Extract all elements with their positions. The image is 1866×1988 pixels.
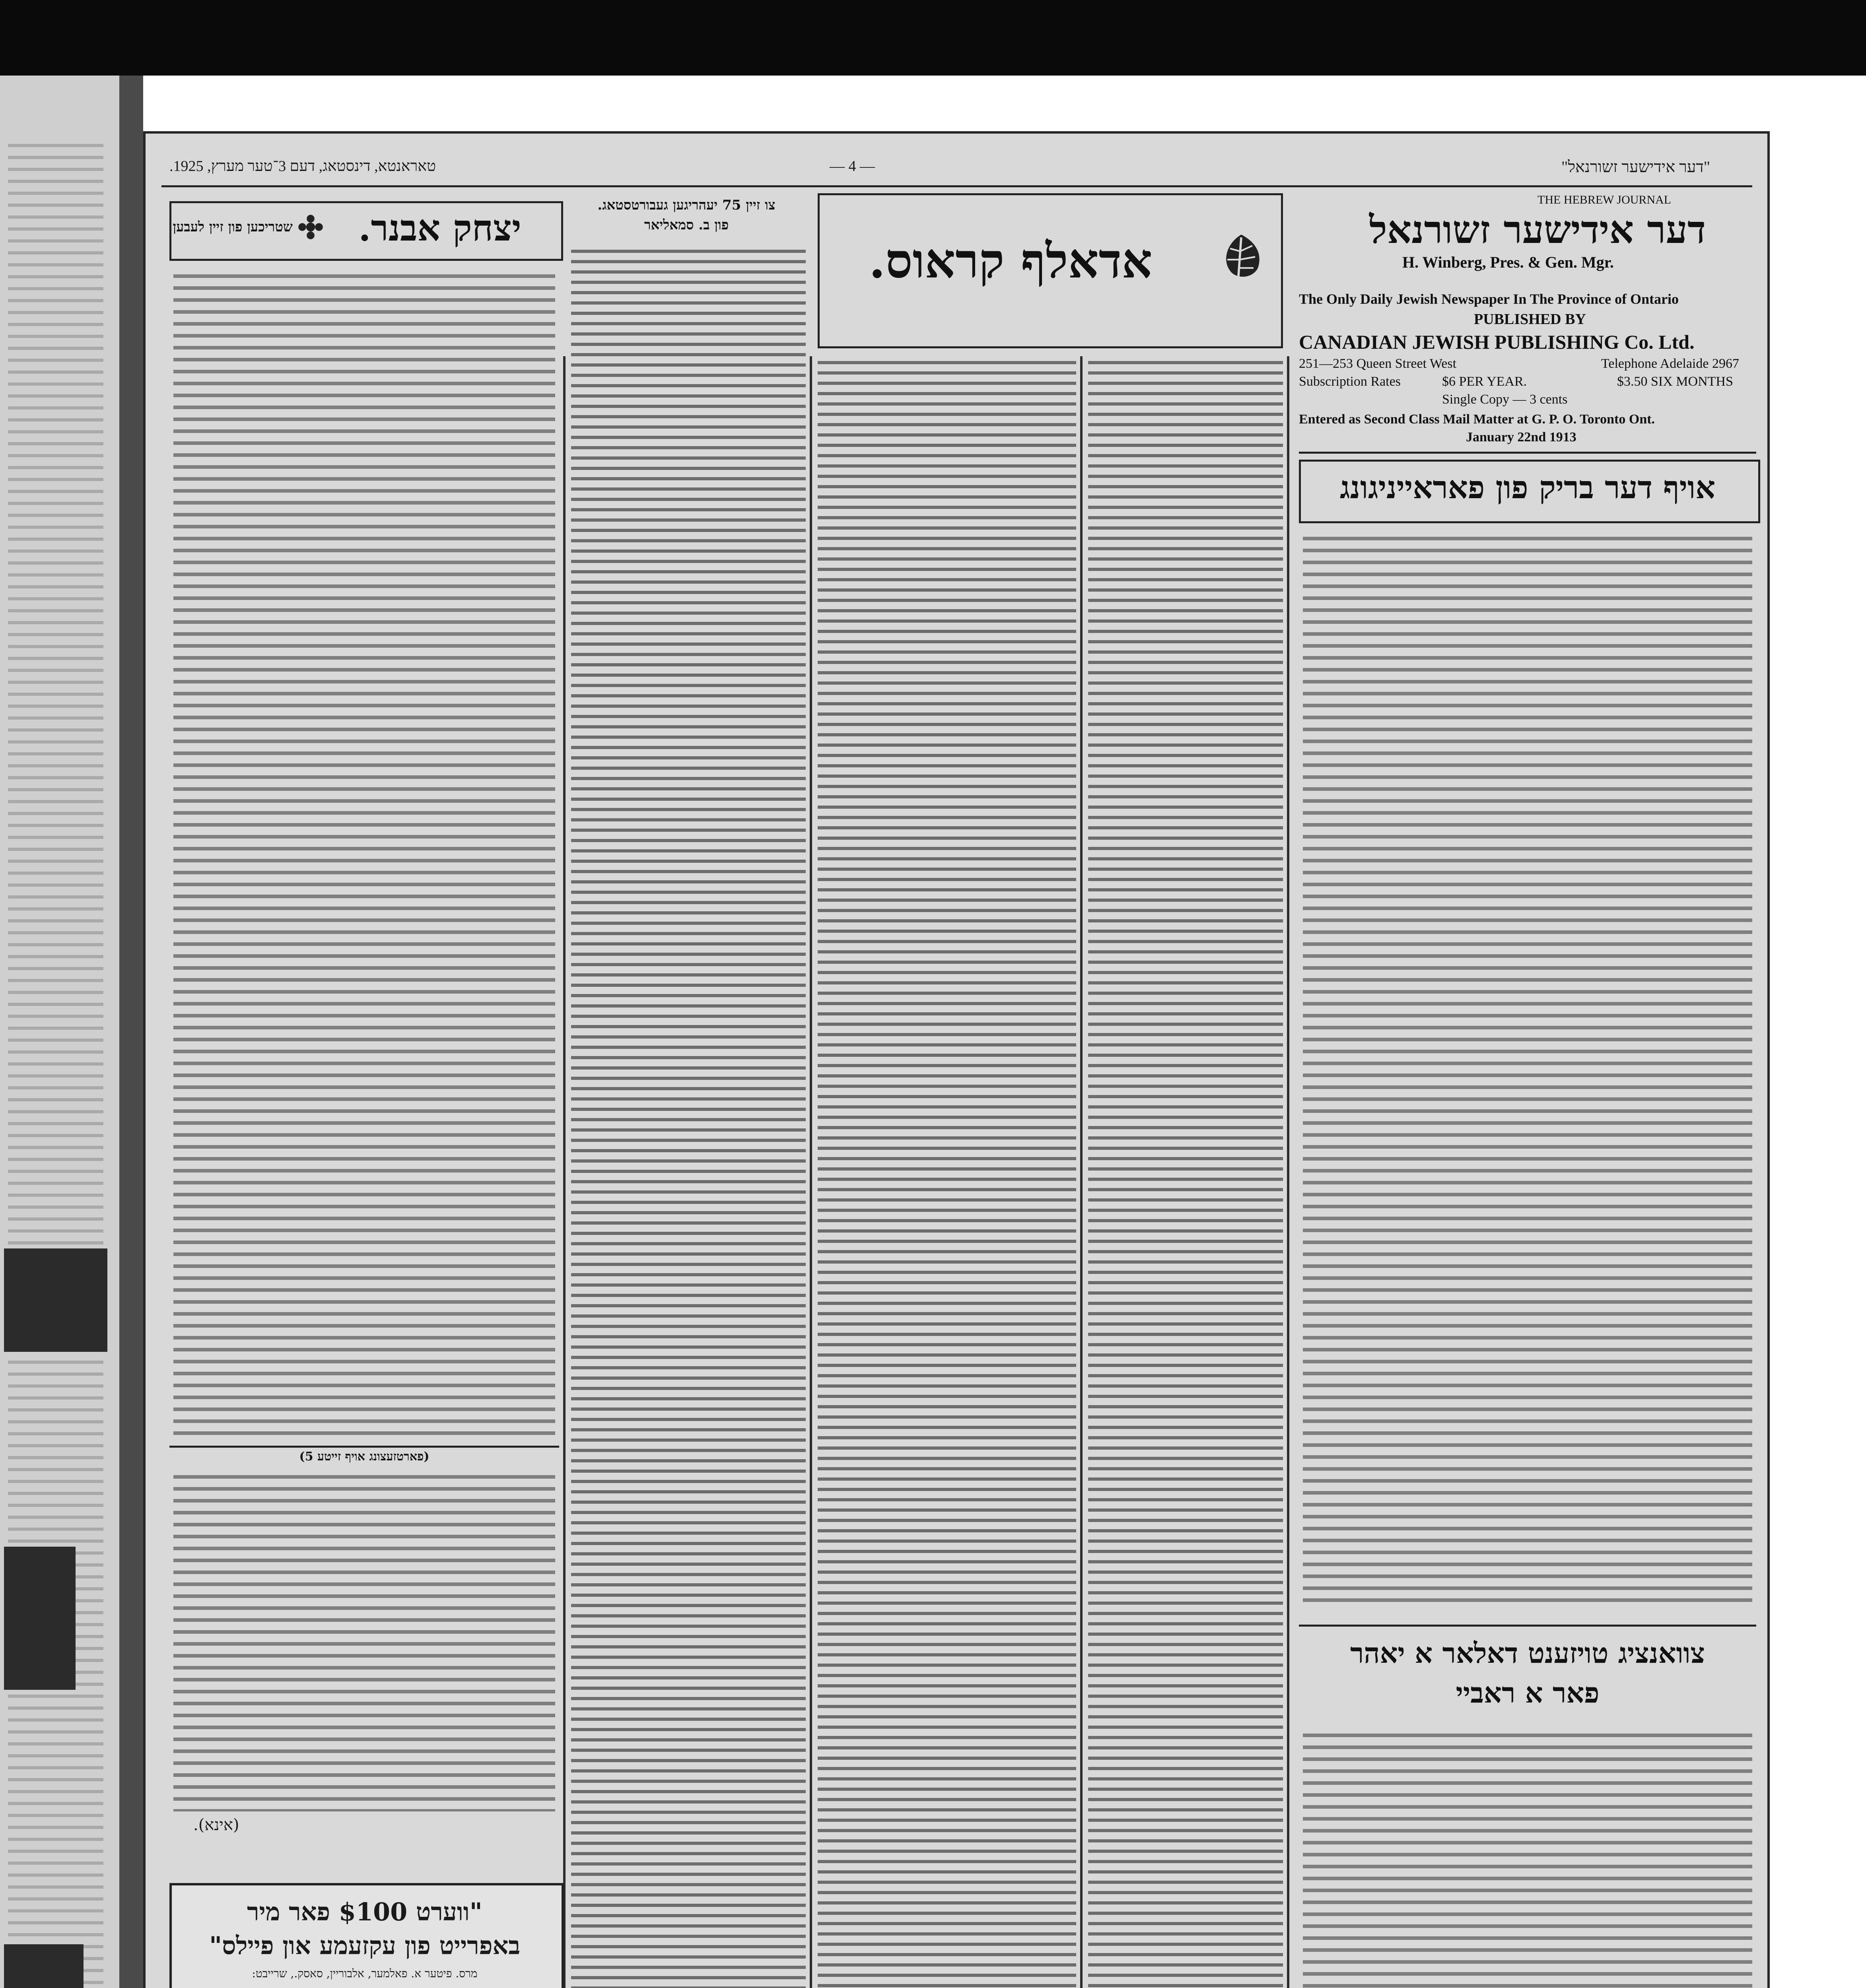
masthead-entered-date: January 22nd 1913: [1466, 430, 1576, 445]
kraus-subhead: צו זיין 75 יעהריגען געבורטסטאג.: [597, 197, 776, 213]
kraus-column-3-text: [571, 245, 806, 1988]
newspaper-page: [143, 131, 1770, 1988]
ad-title-2: באפרייט פון עקזעמע און פיילס": [209, 1931, 521, 1960]
adjacent-ad-image-2: [4, 1944, 84, 1988]
ad-byline: מרס. פיטער א. פאלמער, אלבוריין, סאסק., שרייבט:: [252, 1967, 478, 1980]
dateline: טאראנטא, דינסטאג, דעם 3־טער מערץ, 1925.: [169, 158, 436, 175]
kraus-column-1-text: [818, 356, 1076, 1988]
editorial-body-text: [1303, 531, 1752, 1605]
masthead-address: 251—253 Queen Street West: [1299, 356, 1457, 371]
rabbi-salary-headline-2: פאר א ראביי: [1456, 1676, 1600, 1709]
column-rule: [810, 356, 812, 1988]
column-rule: [1080, 356, 1083, 1988]
masthead-company: CANADIAN JEWISH PUBLISHING Co. Ltd.: [1299, 331, 1695, 353]
header-rule: [161, 185, 1752, 187]
flower-ornament-icon: [297, 213, 325, 241]
ebner-continuation-note: (פארטזעצונג אויף זייטע 5): [299, 1450, 430, 1464]
newspaper-name-header: "דער אידישער זשורנאל": [1561, 158, 1710, 176]
ebner-body-text: [173, 269, 555, 1442]
masthead-per-year: $6 PER YEAR.: [1442, 374, 1527, 389]
masthead-yiddish-title: דער אידישער זשורנאל: [1369, 207, 1706, 252]
adjacent-ad-image: [4, 1547, 76, 1690]
masthead-single-copy: Single Copy — 3 cents: [1442, 392, 1568, 407]
column-rule: [1287, 356, 1289, 1988]
kraus-column-2-text: [1088, 356, 1283, 1988]
ad-title-1: "ווערט $100 פאר מיר: [247, 1897, 482, 1926]
masthead-subscription-label: Subscription Rates: [1299, 374, 1401, 389]
eczema-advertisement: [169, 1883, 564, 1988]
masthead-six-months: $3.50 SIX MONTHS: [1617, 374, 1733, 389]
page-gutter: [119, 76, 143, 1988]
ebner-divider: [169, 1446, 559, 1448]
masthead-rule: [1299, 452, 1756, 454]
column-rule: [563, 356, 566, 1988]
masthead-telephone: Telephone Adelaide 2967: [1601, 356, 1739, 371]
kraus-byline: פון ב. סמאליאר: [644, 217, 729, 233]
ebner-body-text-2: [173, 1470, 555, 1811]
masthead-entered: Entered as Second Class Mail Matter at G. P. O. Toronto Ont.: [1299, 412, 1655, 427]
section-rule: [1299, 1625, 1756, 1627]
masthead-publisher: H. Winberg, Pres. & Gen. Mgr.: [1402, 253, 1614, 271]
adjacent-page-edge: [0, 76, 119, 1988]
right-margin: [1770, 76, 1866, 1988]
rabbi-salary-body-text: [1303, 1728, 1752, 1988]
kraus-headline: אדאלף קראוס.: [869, 233, 1153, 289]
ebner-signature: (אינא).: [193, 1816, 239, 1834]
microfilm-top-edge: [0, 0, 1866, 76]
masthead-tagline: The Only Daily Jewish Newspaper In The Province of Ontario: [1299, 291, 1679, 307]
ebner-headline: יצחק אבנר.: [358, 207, 521, 249]
editorial-headline: אויף דער בריק פון פאראייניגונג: [1339, 470, 1716, 506]
ebner-subhead: שטריכען פון זיין לעבען: [173, 219, 293, 235]
page-number: — 4 —: [830, 158, 875, 175]
leaf-ornament-icon: [1211, 229, 1271, 285]
masthead-published-by: PUBLISHED BY: [1474, 311, 1586, 328]
masthead-english-title: THE HEBREW JOURNAL: [1538, 193, 1672, 206]
adjacent-ad-block: [4, 1248, 107, 1352]
rabbi-salary-headline-1: צוואנציג טויזענט דאלאר א יאהר: [1350, 1637, 1705, 1670]
